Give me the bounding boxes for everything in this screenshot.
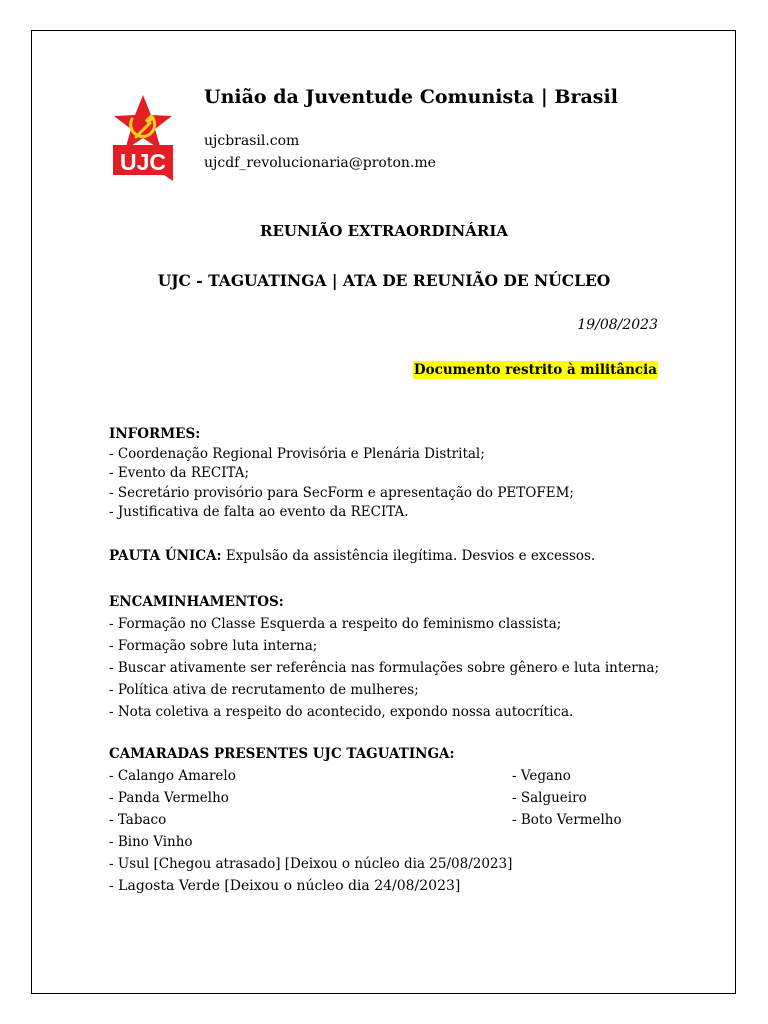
list-item: - Coordenação Regional Provisória e Plenária Distrital; xyxy=(109,445,485,462)
list-item: - Formação sobre luta interna; xyxy=(109,638,318,654)
meeting-date: 19/08/2023 xyxy=(577,317,658,333)
member-item: - Salgueiro xyxy=(512,790,587,806)
list-item: - Evento da RECITA; xyxy=(109,465,250,481)
list-item: - Formação no Classe Esquerda a respeito do feminismo classista; xyxy=(109,616,562,632)
camaradas-heading: CAMARADAS PRESENTES UJC TAGUATINGA: xyxy=(109,746,455,762)
member-item: - Lagosta Verde [Deixou o núcleo dia 24/08/2023] xyxy=(109,878,461,894)
member-item: - Usul [Chegou atrasado] [Deixou o núcleo dia 25/08/2023] xyxy=(109,856,513,872)
document-title: REUNIÃO EXTRAORDINÁRIA xyxy=(260,222,508,240)
list-item: - Secretário provisório para SecForm e apresentação do PETOFEM; xyxy=(109,484,574,501)
ujc-logo xyxy=(112,95,174,181)
list-item: - Política ativa de recrutamento de mulheres; xyxy=(109,682,419,698)
member-item: - Bino Vinho xyxy=(109,834,193,850)
list-item: - Nota coletiva a respeito do acontecido, expondo nossa autocrítica. xyxy=(109,704,574,720)
org-name: União da Juventude Comunista | Brasil xyxy=(204,86,618,108)
member-item: - Tabaco xyxy=(109,812,167,828)
member-item: - Panda Vermelho xyxy=(109,790,229,806)
member-item: - Boto Vermelho xyxy=(512,812,622,828)
camaradas-right-column xyxy=(512,765,622,831)
informes-heading: INFORMES: xyxy=(109,426,201,442)
website-link[interactable]: ujcbrasil.com xyxy=(204,133,300,149)
logo-star xyxy=(114,95,172,150)
informes-section xyxy=(109,425,574,523)
list-item: - Buscar ativamente ser referência nas formulações sobre gênero e luta interna; xyxy=(109,660,659,676)
list-item: - Justificativa de falta ao evento da RECITA. xyxy=(109,504,409,520)
camaradas-section xyxy=(109,743,512,897)
pauta-heading: PAUTA ÚNICA: xyxy=(109,548,222,564)
restricted-notice: Documento restrito à militância xyxy=(413,362,657,378)
logo-text: UJC xyxy=(119,149,167,175)
pauta-text: Expulsão da assistência ilegítima. Desvios e excessos. xyxy=(221,548,596,564)
document-subtitle: UJC - TAGUATINGA | ATA DE REUNIÃO DE NÚCLEO xyxy=(157,271,611,290)
member-item: - Vegano xyxy=(512,768,571,784)
email-link[interactable]: ujcdf_revolucionaria@proton.me xyxy=(204,155,436,171)
member-item: - Calango Amarelo xyxy=(109,768,236,784)
pauta-section xyxy=(109,545,595,567)
encaminhamentos-heading: ENCAMINHAMENTOS: xyxy=(109,594,284,610)
encaminhamentos-section xyxy=(109,591,659,723)
